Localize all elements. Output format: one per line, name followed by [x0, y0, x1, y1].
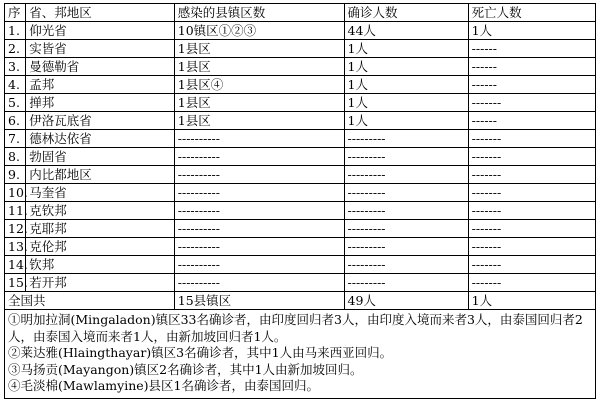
row-region: 实皆省 [26, 40, 175, 58]
row-index: 14. [5, 256, 26, 274]
row-index: 13. [5, 238, 26, 256]
row-region: 内比都地区 [26, 166, 175, 184]
row-counties: 1县区 [174, 40, 344, 58]
row-region: 曼德勒省 [26, 58, 175, 76]
row-region: 德林达依省 [26, 130, 175, 148]
row-index: 5. [5, 94, 26, 112]
row-confirmed: --------- [344, 148, 468, 166]
footnote-line: ③马扬贡(Mayangon)镇区2名确诊者，其中1人由新加坡回归。 [8, 361, 363, 377]
row-confirmed: --------- [344, 238, 468, 256]
row-index: 15. [5, 274, 26, 292]
table-row [5, 58, 596, 76]
total-label: 全国共 [5, 292, 175, 310]
row-deaths: ------ [468, 58, 595, 76]
table-row [5, 274, 596, 292]
row-counties: ---------- [174, 130, 344, 148]
row-deaths: ------- [468, 220, 595, 238]
row-counties: ---------- [174, 256, 344, 274]
row-deaths: ------ [468, 112, 595, 130]
row-counties: ---------- [174, 220, 344, 238]
row-deaths: ------- [468, 166, 595, 184]
row-region: 掸邦 [26, 94, 175, 112]
row-index: 11. [5, 202, 26, 220]
header-region: 省、邦地区 [26, 4, 175, 22]
row-counties: 1县区④ [174, 76, 344, 94]
row-counties: ---------- [174, 274, 344, 292]
row-counties: 10镇区①②③ [174, 22, 344, 40]
row-deaths: ------- [468, 148, 595, 166]
row-deaths: ------- [468, 256, 595, 274]
covid-cases-table [4, 3, 596, 399]
total-deaths: 1人 [468, 292, 595, 310]
row-confirmed: 1人 [344, 112, 468, 130]
row-region: 克耶邦 [26, 220, 175, 238]
table-row [5, 94, 596, 112]
table-row [5, 256, 596, 274]
table-row [5, 166, 596, 184]
row-confirmed: --------- [344, 130, 468, 148]
row-index: 7. [5, 130, 26, 148]
row-region: 钦邦 [26, 256, 175, 274]
row-confirmed: --------- [344, 220, 468, 238]
row-confirmed: --------- [344, 166, 468, 184]
table-row [5, 112, 596, 130]
header-confirmed: 确诊人数 [344, 4, 468, 22]
footnote-line: ②莱达雅(Hlaingthayar)镇区3名确诊者，其中1人由马来西亚回归。 [8, 345, 393, 360]
table-row [5, 76, 596, 94]
table-row [5, 238, 596, 256]
row-region: 马奎省 [26, 184, 175, 202]
footnote-line: ④毛淡棉(Mawlamyine)县区1名确诊者，由泰国回归。 [8, 378, 319, 393]
row-confirmed: --------- [344, 274, 468, 292]
row-confirmed: 44人 [344, 22, 468, 40]
row-deaths: ------- [468, 202, 595, 220]
table-row [5, 184, 596, 202]
row-region: 若开邦 [26, 274, 175, 292]
row-index: 9. [5, 166, 26, 184]
table-body [5, 22, 596, 292]
row-index: 6. [5, 112, 26, 130]
row-counties: ---------- [174, 184, 344, 202]
row-deaths: ------- [468, 94, 595, 112]
footnote-line: ①明加拉洞(Mingaladon)镇区33名确诊者，由印度回归者3人，由印度入境而来者3人，由泰国回归者2人，由泰国入境而来者1人，由新加坡回归者1人。 [8, 312, 583, 344]
row-counties: 1县区 [174, 58, 344, 76]
row-confirmed: 1人 [344, 58, 468, 76]
row-confirmed: --------- [344, 184, 468, 202]
row-region: 勃固省 [26, 148, 175, 166]
header-row [5, 4, 596, 22]
row-counties: ---------- [174, 166, 344, 184]
row-counties: 1县区 [174, 112, 344, 130]
table-row [5, 148, 596, 166]
header-deaths: 死亡人数 [468, 4, 595, 22]
row-confirmed: 1人 [344, 94, 468, 112]
row-deaths: ------- [468, 130, 595, 148]
row-index: 4. [5, 76, 26, 94]
row-index: 10. [5, 184, 26, 202]
row-region: 孟邦 [26, 76, 175, 94]
row-index: 1. [5, 22, 26, 40]
table-row [5, 130, 596, 148]
total-confirmed: 49人 [344, 292, 468, 310]
row-counties: ---------- [174, 202, 344, 220]
row-confirmed: --------- [344, 256, 468, 274]
row-deaths: ------- [468, 184, 595, 202]
footnotes [5, 310, 596, 399]
row-deaths: ------ [468, 40, 595, 58]
row-confirmed: --------- [344, 202, 468, 220]
row-counties: 1县区 [174, 94, 344, 112]
row-counties: ---------- [174, 148, 344, 166]
total-row [5, 292, 596, 310]
notes-row [5, 310, 596, 399]
row-deaths: ------ [468, 76, 595, 94]
row-index: 3. [5, 58, 26, 76]
table-row [5, 202, 596, 220]
table-row [5, 220, 596, 238]
header-index: 序 [5, 4, 26, 22]
row-confirmed: 1人 [344, 40, 468, 58]
row-deaths: ------- [468, 238, 595, 256]
row-index: 2. [5, 40, 26, 58]
row-counties: ---------- [174, 238, 344, 256]
row-index: 12. [5, 220, 26, 238]
table-row [5, 22, 596, 40]
row-region: 仰光省 [26, 22, 175, 40]
row-region: 伊洛瓦底省 [26, 112, 175, 130]
row-confirmed: 1人 [344, 76, 468, 94]
row-index: 8. [5, 148, 26, 166]
total-counties: 15县镇区 [174, 292, 344, 310]
header-counties: 感染的县镇区数 [174, 4, 344, 22]
table-row [5, 40, 596, 58]
row-region: 克伦邦 [26, 238, 175, 256]
row-deaths: ------- [468, 274, 595, 292]
row-deaths: 1人 [468, 22, 595, 40]
row-region: 克钦邦 [26, 202, 175, 220]
